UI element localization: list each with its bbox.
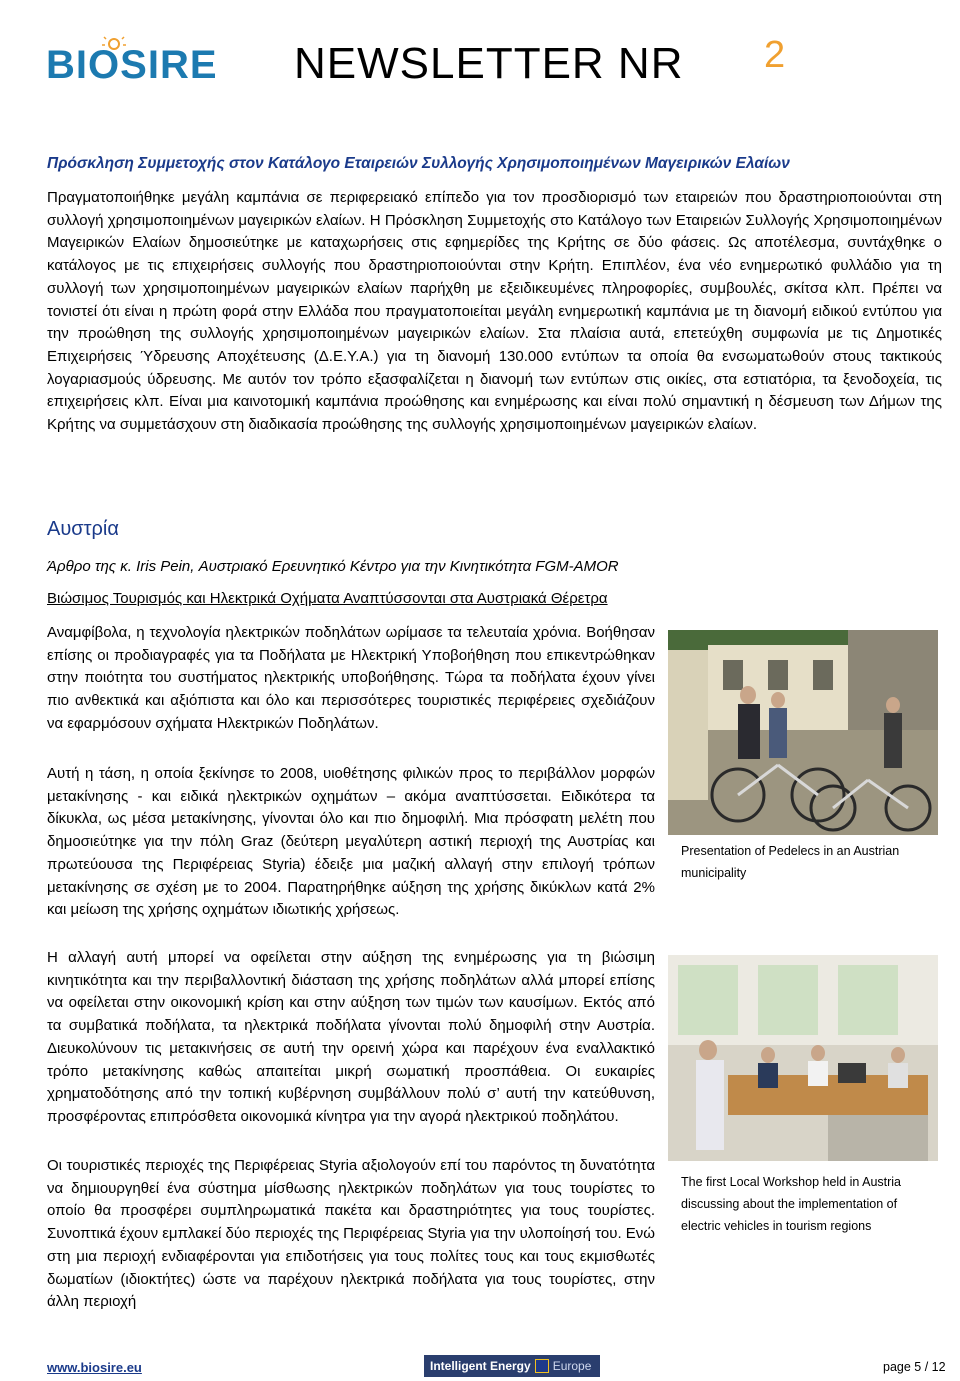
section-heading: Πρόσκληση Συμμετοχής στον Κατάλογο Εταιρειών Συλλογής Χρησιμοποιημένων Μαγειρικών Ελαίων	[47, 155, 790, 172]
article-paragraph: Αναμφίβολα, η τεχνολογία ηλεκτρικών ποδηλάτων ωρίμασε τα τελευταία χρόνια. Βοήθησαν επίσης οι προδιαγραφές για τα Ποδήλατα με Ηλεκτρική Υποβοήθηση που επικεντρώθηκαν στην ποιότητα του συστήματος ηλεκτρικής υποβοήθησης. Τώρα τα ποδήλατα έχουν γίνει πιο ανθεκτικά και αξιόπιστα και όλο και περισσότερες τουριστικές περιφέρειες σχεδιάζουν να εφαρμόσουν σχήματα Ηλεκτρικών Ποδηλάτων.	[47, 624, 655, 732]
issue-number: 2	[764, 34, 786, 76]
article-subtitle: Βιώσιμος Τουρισμός και Ηλεκτρικά Οχήματα Αναπτύσσονται στα Αυστριακά Θέρετρα	[47, 590, 608, 607]
website-link[interactable]: www.biosire.eu	[47, 1360, 142, 1375]
logo-suffix: Europe	[552, 1359, 592, 1373]
photo-caption: Presentation of Pedelecs in an Austrian municipality	[681, 844, 900, 880]
logo-text: Intelligent Energy	[430, 1359, 531, 1373]
country-heading: Αυστρία	[47, 518, 119, 540]
article-paragraph: Οι τουριστικές περιοχές της Περιφέρειας Styria αξιολογούν επί του παρόντος τη δυνατότητα να δημιουργηθεί ένα σύστημα μίσθωσης ηλεκτρικών ποδηλάτων για τους τουρίστες το οποίο θα προσφέρει συμπληρωματικά πακέτα και δραστηριότητες για τους τουρίστες. Συνοπτικά έχουν εμπλακεί δύο περιοχές της Περιφέρειας Styria για την υλοποίησή του. Ενώ στη μια περιοχή ενδιαφέρονται για επιδοτήσεις για τους πολίτες τους και τους εκμισθωτές δωματίων (ιδιοκτήτες) ώστε να παρέχουν ηλεκτρικά ποδήλατα για τους τουρίστες, στην άλλη περιοχή	[47, 1157, 655, 1311]
eu-flag-icon	[535, 1359, 549, 1373]
newsletter-title: NEWSLETTER NR	[294, 39, 684, 88]
intelligent-energy-logo	[424, 1355, 600, 1377]
article-paragraph: Αυτή η τάση, η οποία ξεκίνησε το 2008, υιοθέτησης φιλικών προς το περιβάλλον μορφών μετακίνησης - και ειδικά ηλεκτρικών οχημάτων – ακόμα αναπτύσσεται. Ειδικότερα τα δίκυκλα, ως μέσα μετακίνησης, γίνονται όλο και πιο δημοφιλή. Μια πρόσφατη μελέτη που δημοσιεύτηκε για την πόλη Graz (δεύτερη μεγαλύτερη αστική περιοχή της Αυστρίας και πρωτεύουσα της Περιφέρειας Styria) έδειξε μια μαζική αλλαγή στην επιλογή τρόπων μετακίνησης σε σχέση με το 2004. Παρατηρήθηκε αύξηση της χρήσης δικύκλων κατά 2% και μείωση της χρήσης οχημάτων ιδιωτικής χρήσεως.	[47, 765, 655, 919]
section-body: Πραγματοποιήθηκε μεγάλη καμπάνια σε περιφερειακό επίπεδο για τον προσδιορισμό των εταιρειών που δραστηριοποιούνται στη συλλογή χρησιμοποιημένων μαγειρικών ελαίων. Η Πρόσκληση Συμμετοχής στο Κατάλογο των Εταιρειών Συλλογής Χρησιμοποιημένων Μαγειρικών Ελαίων δημοσιεύτηκε με καταχωρήσεις στις εφημερίδες της Κρήτης σε δύο φάσεις. Ως αποτέλεσμα, συντάχθηκε ο κατάλογος με τις επιχειρήσεις συλλογής που δραστηριοποιούνται στην Κρήτη. Επιπλέον, ένα νέο ενημερωτικό φυλλάδιο για τη συλλογή των χρησιμοποιημένων μαγειρικών ελαίων παρήχθη με εξειδικευμένες πληροφορίες, συμβουλές, σκίτσα κλπ. Πρέπει να τονιστεί ότι είναι η πρώτη φορά στην Ελλάδα που πραγματοποιείται μεγάλη ενημερωτική καμπάνια με τη διανομή ειδικού εντύπου για την προώθηση της συλλογής χρησιμοποιημένων μαγειρικών ελαίων. Στα πλαίσια αυτά, επετεύχθη συμφωνία με τις Δημοτικές Επιχειρήσεις Ύδρευσης Αποχέτευσης (Δ.Ε.Υ.Α.) για τη διανομή 130.000 εντύπων τα οποία θα ενσωματωθούν στους τακτικούς λογαριασμούς ύδρευσης. Με αυτόν τον τρόπο εξασφαλίζεται η διανομή των εντύπων στις οικίες, στα εστιατόρια, τα ξενοδοχεία, τις επιχειρήσεις κλπ. Είναι μια καινοτομική καμπάνια προώθησης και ενημέρωσης και είναι πολύ σημαντική η δέσμευση των Δήμων της Κρήτης να συμμετάσχουν στη διαδικασία προώθησης της συλλογής χρησιμοποιημένων μαγειρικών ελαίων.	[47, 189, 942, 434]
biosire-logo	[46, 36, 271, 86]
article-paragraph: Η αλλαγή αυτή μπορεί να οφείλεται στην αύξηση της ενημέρωσης για τη βιώσιμη κινητικότητα και την περιβαλλοντική διάσταση της χρήσης ποδηλάτων αλλά μπορεί επίσης να οφείλεται στην οικονομική κρίση και στην αύξηση των τιμών των καυσίμων. Εκτός από τα συμβατικά ποδήλατα, τα ηλεκτρικά ποδήλατα γίνονται πολύ δημοφιλή στην Αυστρία. Διευκολύνουν τις μετακινήσεις σε αυτή την ορεινή χώρα και παρέχουν ένα εναλλακτικό τρόπο μετακίνησης καθώς απαιτείται μικρή σωματική προσπάθεια. Οι ευκαιρίες χρηματοδότησης από την τοπική κυβέρνηση συμβάλλουν πολύ σ’ αυτή την κατεύθυνση, προσφέροντας επιπρόσθετα οικονομικά κίνητρα για την αγορά ηλεκτρικού ποδηλάτου.	[47, 949, 655, 1125]
photo-caption: The first Local Workshop held in Austria discussing about the implementation of electric vehicles in tourism regions	[681, 1175, 902, 1233]
photo-workshop	[668, 955, 938, 1161]
article-author: Άρθρο της κ. Iris Pein, Αυστριακό Ερευνητικό Κέντρο για την Κινητικότητα FGM-AMOR	[47, 558, 619, 575]
logo-text: BIOSIRE	[46, 43, 218, 87]
photo-pedelecs	[668, 630, 938, 835]
page-number: page 5 / 12	[883, 1360, 946, 1374]
